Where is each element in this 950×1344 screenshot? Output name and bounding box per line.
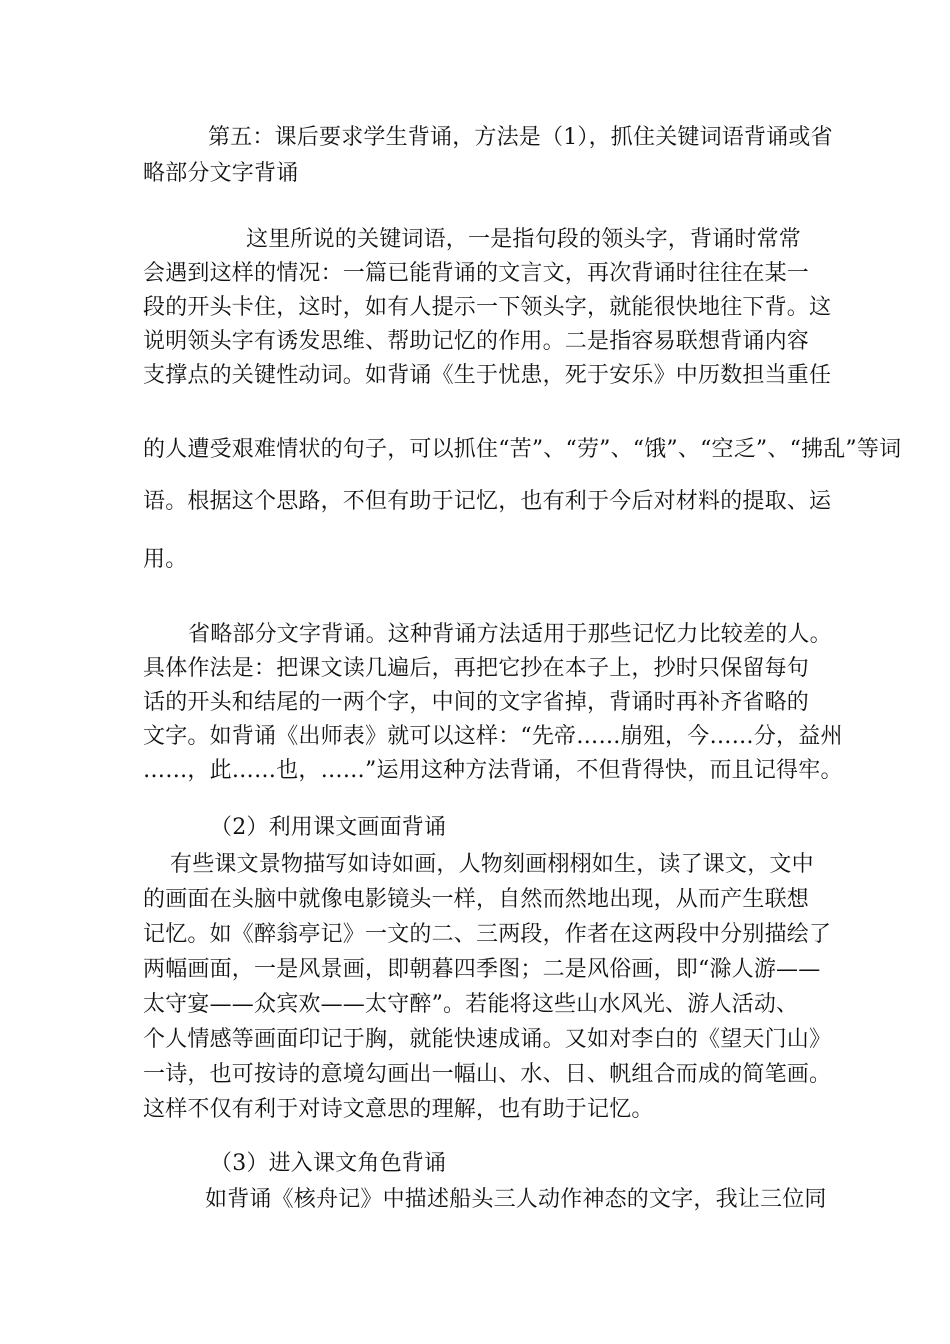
text-line: 个人情感等画面印记于胸，就能快速成诵。又如对李白的《望天门山》 [143, 1027, 832, 1052]
text-line: 用。 [143, 547, 188, 572]
text-line: 有些课文景物描写如诗如画，人物刻画栩栩如生，读了课文，文中 [170, 852, 814, 877]
text-line: 太守宴——众宾欢——太守醉”。若能将这些山水风光、游人活动、 [143, 992, 799, 1017]
text-line: 支撑点的关键性动词。如背诵《生于忧患，死于安乐》中历数担当重任 [143, 363, 832, 388]
text-line: 会遇到这样的情况：一篇已能背诵的文言文，再次背诵时往往在某一 [143, 261, 810, 286]
text-line: 说明领头字有诱发思维、帮助记忆的作用。二是指容易联想背诵内容 [143, 329, 810, 354]
text-line: 话的开头和结尾的一两个字，中间的文字省掉，背诵时再补齐省略的 [143, 690, 810, 715]
text-line: 记忆。如《醉翁亭记》一文的二、三两段，作者在这两段中分别描绘了 [143, 922, 832, 947]
text-line: 一诗，也可按诗的意境勾画出一幅山、水、日、帆组合而成的简笔画。 [143, 1062, 832, 1087]
text-line: 语。根据这个思路，不但有助于记忆，也有利于今后对材料的提取、运 [143, 489, 832, 514]
text-line: 具体作法是：把课文读几遍后，再把它抄在本子上，抄时只保留每句 [143, 656, 810, 681]
text-line: 如背诵《核舟记》中描述船头三人动作神态的文字，我让三位同 [205, 1187, 827, 1212]
text-line: 文字。如背诵《出师表》就可以这样：“先帝……崩殂，今……分，益州 [143, 724, 843, 749]
text-line: 这里所说的关键词语，一是指句段的领头字，背诵时常常 [246, 227, 802, 252]
section-heading: （2）利用课文画面背诵 [210, 815, 447, 840]
text-line: 两幅画面，一是风景画，即朝暮四季图；二是风俗画，即“滁人游—— [143, 957, 821, 982]
text-line: 略部分文字背诵 [143, 161, 299, 186]
section-heading: （3）进入课文角色背诵 [210, 1151, 447, 1176]
text-line: 第五：课后要求学生背诵，方法是（1），抓住关键词语背诵或省 [208, 125, 833, 150]
text-line: 段的开头卡住，这时，如有人提示一下领头字，就能很快地往下背。这 [143, 295, 832, 320]
text-line: 的画面在头脑中就像电影镜头一样，自然而然地出现，从而产生联想 [143, 887, 810, 912]
text-line: 这样不仅有利于对诗文意思的理解，也有助于记忆。 [143, 1097, 654, 1122]
text-line: 省略部分文字背诵。这种背诵方法适用于那些记忆力比较差的人。 [188, 622, 832, 647]
text-line: ……，此……也，……”运用这种方法背诵，不但背得快，而且记得牢。 [143, 758, 843, 783]
text-line: 的人遭受艰难情状的句子，可以抓住“苦”、“劳”、“饿”、“空乏”、“拂乱”等词 [143, 437, 902, 462]
